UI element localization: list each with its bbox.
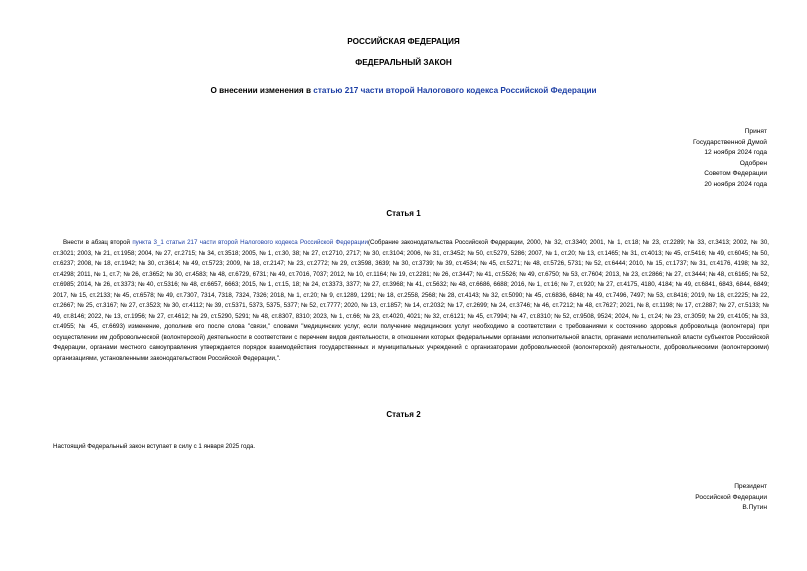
- article-1-title: Статья 1: [386, 209, 421, 218]
- law-type-heading: ФЕДЕРАЛЬНЫЙ ЗАКОН: [355, 58, 452, 67]
- adoption-line: 20 ноября 2024 года: [704, 180, 767, 188]
- signature-line: Российской Федерации: [695, 493, 767, 501]
- signature-block: [567, 482, 767, 514]
- adoption-line: Государственной Думой: [693, 138, 767, 146]
- article-1-link[interactable]: пункта 3_1 статьи 217 части второй Налогового кодекса Российской Федерации: [132, 239, 368, 246]
- adoption-line: 12 ноября 2024 года: [704, 149, 767, 156]
- law-title-prefix: О внесении изменения в: [210, 86, 314, 95]
- article-1-text: [53, 238, 769, 365]
- signature-line: Президент: [734, 483, 767, 490]
- adoption-line: Советом Федерации: [704, 170, 767, 177]
- signature-line: В.Путин: [742, 504, 767, 511]
- adoption-line: Принят: [744, 128, 767, 135]
- article-1-body: (Собрание законодательства Российской Федерации, 2000, № 32, ст.3340; 2001, № 1, ст.18; № 23, ст.2289; № 33, ст.3413; 2002, № 30, ст.3021; 2003, № 21, ст.1958; 2004, № 27, ст.2715; № 34, ст.3518; 2005, № 1, ст.30, 38; № 27, ст.2710, 2717; № 30, ст.3104; 2006, № 31, ст.3452; № 50, ст.5279, 5286; 2007, № 1, ст.20; № 13, ст.1465; № 31, ст.4013; № 45, ст.5416; № 49, ст.6045; № 50, ст.6237; 2008, № 18, ст.1942; № 30, ст.3614; № 49, ст.5723; 2009, № 18, ст.2147; № 23, ст.2772; № 29, ст.3598, 3639; № 30, ст.3739; № 39, ст.4534; № 45, ст.5271; № 48, ст.5726, 5731; № 52, ст.6444; 2010, № 15, ст.1737; № 31, ст.4176, 4198; № 32, ст.4298; 2011, № 1, ст.7; № 26, ст.3652; № 30, ст.4583; № 48, ст.6729, 6731; № 49, ст.7016, 7037; 2012, № 10, ст.1164; № 19, ст.2281; № 26, ст.3447; № 41, ст.5526; № 49, ст.6750; № 53, ст.7604; 2013, № 23, ст.2866; № 27, ст.3444; № 48, ст.6165; № 52, ст.6985; 2014, № 26, ст.3373; № 40, ст.5316; № 48, ст.6657, 6663; 2015, № 1, ст.15, 18; № 24, ст.3373, 3377; № 27, ст.3968; № 41, ст.5632; № 48, ст.6686, 6688; 2016, № 1, ст.16; № 7, ст.920; № 27, ст.4175, 4180, 4184; № 49, ст.6841, 6843, 6844, 6849; 2017, № 15, ст.2133; № 45, ст.6578; № 49, ст.7307, 7314, 7318, 7324, 7326; 2018, № 1, ст.20; № 9, ст.1289, 1291; № 18, ст.2558, 2568; № 28, ст.4143; № 32, ст.5090; № 45, ст.6836, 6848; № 49, ст.7496, 7497; № 53, ст.8416; 2019, № 18, ст.2225; № 22, ст.2667; № 25, ст.3167; № 27, ст.3523; № 30, ст.4112; № 39, ст.5371, 5373, 5375, 5377; № 52, ст.7777; 2020, № 13, ст.1857; № 14, ст.2032; № 17, ст.2699; № 24, ст.3746; № 46, ст.7212; № 48, ст.7627; 2021, № 8, ст.1198; № 17, ст.2887; № 27, ст.5133; № 49, ст.8146; 2022, № 13, ст.1956; № 27, ст.4612; № 29, ст.5290, 5291; № 48, ст.8307, 8310; 2023, № 1, ст.66; № 23, ст.4020, 4021; № 32, ст.6121; № 45, ст.7994; № 47, ст.8310; № 52, ст.9508, 9524; 2024, № 1, ст.24; № 23, ст.3059; № 29, ст.4105; № 33, ст.4955; № 45, ст.6693) изменение, дополнив его после слова "связи," словами "медицинских услуг, если получение медицинских услуг необходимо в соответствии с требованиями к состоянию здоровья добровольца (волонтера) при осуществлении им добровольческой (волонтерской) деятельности в соответствии с перечнем видов деятельности, в отношении которых федеральными органами исполнительной власти, органами исполнительной власти субъектов Российской Федерации, органами местного самоуправления утверждается порядок взаимодействия государственных и муниципальных учреждений с организаторами добровольческой (волонтерской) деятельности, добровольческими (волонтерскими) организациями, установленными законодательством Российской Федерации,".: [53, 239, 769, 363]
- adoption-block: [567, 127, 767, 190]
- law-title: [0, 86, 807, 96]
- law-title-link[interactable]: статью 217 части второй Налогового кодекса Российской Федерации: [313, 86, 597, 95]
- adoption-line: Одобрен: [739, 159, 767, 167]
- article-2-text: Настоящий Федеральный закон вступает в силу с 1 января 2025 года.: [53, 443, 256, 450]
- article-2-title: Статья 2: [386, 410, 421, 419]
- country-heading: РОССИЙСКАЯ ФЕДЕРАЦИЯ: [347, 37, 460, 46]
- article-1-prefix: Внести в абзац второй: [63, 239, 133, 246]
